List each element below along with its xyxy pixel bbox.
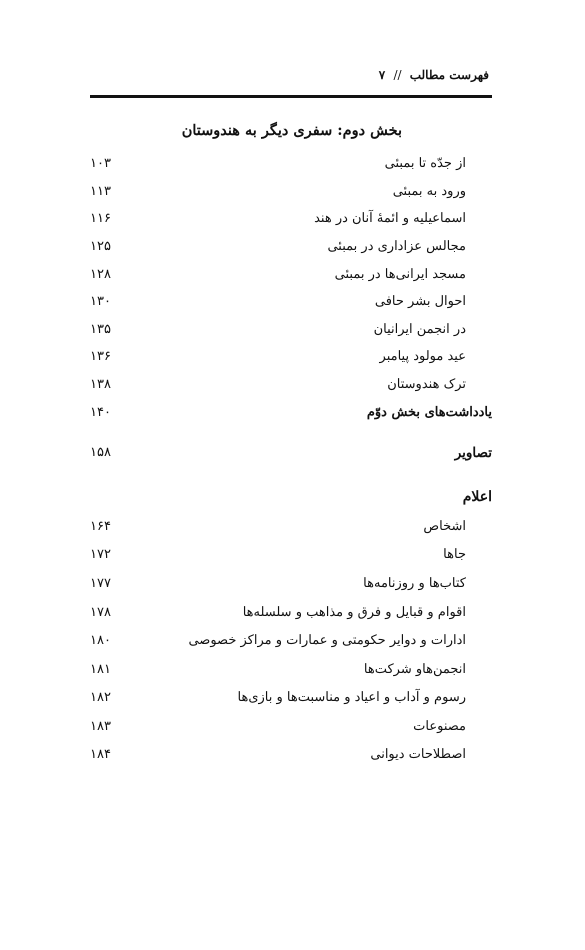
entry-page: ۱۷۷ bbox=[90, 575, 111, 591]
toc-entry[interactable] bbox=[90, 150, 492, 178]
toc-entry[interactable] bbox=[90, 541, 492, 570]
entry-page: ۱۳۸ bbox=[90, 377, 111, 393]
entry-page: ۱۱۶ bbox=[90, 211, 111, 227]
entry-page: ۱۲۸ bbox=[90, 266, 111, 282]
toc-entry[interactable] bbox=[90, 260, 492, 288]
entry-title: رسوم و آداب و اعیاد و مناسبت‌ها و بازی‌ها bbox=[237, 690, 466, 706]
entry-title: اسماعیلیه و ائمهٔ آنان در هند bbox=[314, 211, 466, 227]
index-title: اعلام bbox=[462, 488, 492, 505]
toc-entry[interactable] bbox=[90, 569, 492, 598]
entry-page: ۱۸۴ bbox=[90, 747, 111, 763]
entry-page: ۱۲۵ bbox=[90, 239, 111, 255]
entry-page: ۱۳۶ bbox=[90, 349, 111, 365]
toc-entry[interactable] bbox=[90, 233, 492, 261]
entry-title: در انجمن ایرانیان bbox=[373, 321, 466, 337]
entry-page: ۱۸۲ bbox=[90, 690, 111, 706]
toc-entry[interactable] bbox=[90, 205, 492, 233]
entry-title: مجالس عزاداری در بمبئی bbox=[327, 239, 466, 255]
entry-page: ۱۳۵ bbox=[90, 321, 111, 337]
running-header bbox=[90, 68, 489, 82]
toc-entry[interactable] bbox=[90, 598, 492, 627]
toc-entry[interactable] bbox=[90, 712, 492, 741]
header-rule bbox=[90, 95, 492, 98]
toc-entry[interactable] bbox=[90, 371, 492, 399]
toc-entry-notes[interactable] bbox=[90, 398, 492, 426]
entry-page: ۱۴۰ bbox=[90, 404, 111, 420]
entry-title: کتاب‌ها و روزنامه‌ها bbox=[363, 575, 466, 591]
entry-title: انجمن‌هاو شرکت‌ها bbox=[363, 661, 466, 677]
entry-title: از جدّه تا بمبئی bbox=[384, 156, 466, 172]
header-separator: // bbox=[393, 68, 402, 82]
toc-entry[interactable] bbox=[90, 655, 492, 684]
entry-title: احوال بشر حافی bbox=[374, 294, 466, 310]
entry-page: ۱۷۸ bbox=[90, 604, 111, 620]
entry-page: ۱۰۳ bbox=[90, 156, 111, 172]
entry-page: ۱۳۰ bbox=[90, 294, 111, 310]
entry-page: ۱۱۳ bbox=[90, 183, 111, 199]
entry-page: ۱۸۳ bbox=[90, 718, 111, 734]
toc-entry[interactable] bbox=[90, 684, 492, 713]
entry-title: جاها bbox=[443, 547, 466, 563]
table-of-contents bbox=[90, 112, 492, 769]
entry-page: ۱۸۱ bbox=[90, 661, 111, 677]
entry-title: تصاویر bbox=[454, 444, 492, 461]
toc-entry[interactable] bbox=[90, 316, 492, 344]
entry-title: یادداشت‌های بخش دوّم bbox=[366, 404, 492, 420]
header-page-number: ۷ bbox=[378, 68, 386, 82]
toc-entry-images[interactable] bbox=[90, 438, 492, 468]
entry-page: ۱۶۴ bbox=[90, 518, 111, 534]
toc-entry[interactable] bbox=[90, 626, 492, 655]
toc-entry[interactable] bbox=[90, 343, 492, 371]
toc-entry[interactable] bbox=[90, 512, 492, 541]
part-two-title: بخش دوم: سفری دیگر به هندوستان bbox=[181, 122, 402, 139]
entry-title: ادارات و دوایر حکومتی و عمارات و مراکز خصوصی bbox=[188, 633, 466, 649]
header-title: فهرست مطالب bbox=[409, 68, 489, 82]
toc-entry[interactable] bbox=[90, 178, 492, 206]
entry-title: ورود به بمبئی bbox=[392, 183, 466, 199]
entry-title: اقوام و قبایل و فرق و مذاهب و سلسله‌ها bbox=[242, 604, 466, 620]
entry-page: ۱۷۲ bbox=[90, 547, 111, 563]
entry-title: مصنوعات bbox=[413, 718, 466, 734]
entry-title: اشخاص bbox=[423, 518, 466, 534]
entry-title: ترک هندوستان bbox=[387, 377, 466, 393]
toc-entry[interactable] bbox=[90, 741, 492, 770]
entry-title: اصطلاحات دیوانی bbox=[370, 747, 466, 763]
entry-title: مسجد ایرانی‌ها در بمبئی bbox=[334, 266, 466, 282]
entry-page: ۱۸۰ bbox=[90, 633, 111, 649]
entry-page: ۱۵۸ bbox=[90, 445, 111, 461]
entry-title: عید مولود پیامبر bbox=[379, 349, 466, 365]
toc-entry[interactable] bbox=[90, 288, 492, 316]
